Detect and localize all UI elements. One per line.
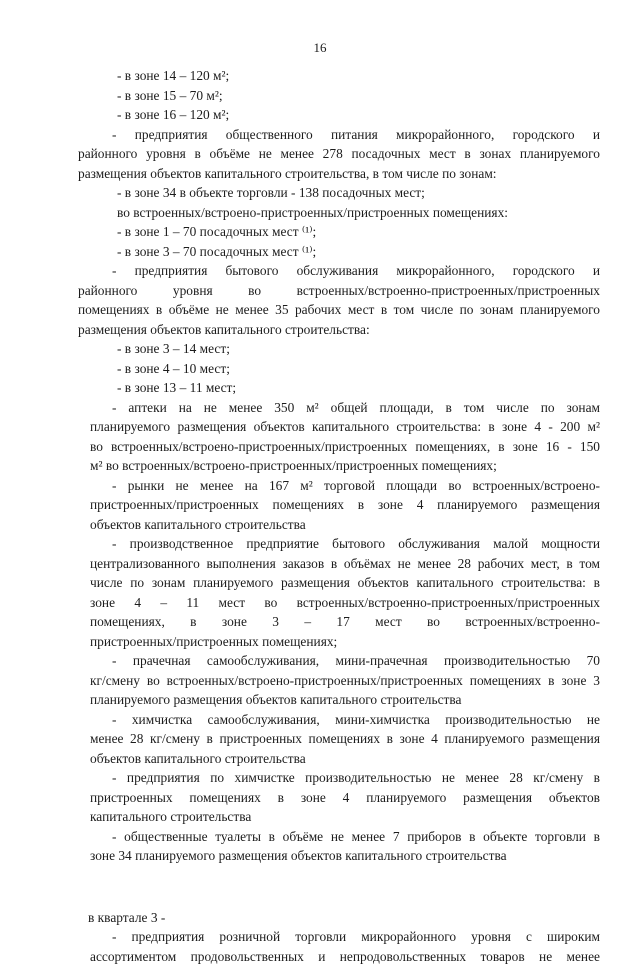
page-number: 16 <box>0 38 640 58</box>
text-line: м² во встроенных/встроено-пристроенных/пристроенных помещениях; <box>90 456 600 476</box>
text-line: пристроенных/пристроенных помещениях в зоне 4 планируемого размещения <box>90 495 600 515</box>
document-body <box>90 66 600 966</box>
text-line: - в зоне 3 – 70 посадочных мест ⁽¹⁾; <box>90 242 600 262</box>
text-line: размещения объектов капитального строительства, в том числе по зонам: <box>78 164 600 184</box>
text-line: помещениях в объёме не менее 35 рабочих мест в том числе по зонам планируемого <box>78 300 600 320</box>
text-line: - в зоне 14 – 120 м²; <box>90 66 600 86</box>
text-line: - в зоне 16 – 120 м²; <box>90 105 600 125</box>
text-line: - в зоне 3 – 14 мест; <box>90 339 600 359</box>
text-line: в квартале 3 - <box>78 908 600 928</box>
text-line: - в зоне 1 – 70 посадочных мест ⁽¹⁾; <box>90 222 600 242</box>
text-line: размещения объектов капитального строительства: <box>78 320 600 340</box>
text-line: пристроенных/пристроенных помещениях; <box>90 632 600 652</box>
text-line: - предприятия бытового обслуживания микрорайонного, городского и <box>90 261 600 281</box>
text-line: - предприятия общественного питания микрорайонного, городского и <box>90 125 600 145</box>
paragraph-gap <box>90 866 600 908</box>
text-line: - химчистка самообслуживания, мини-химчистка производительностью не <box>90 710 600 730</box>
text-line: кг/смену во встроенных/встроено-пристроенных/пристроенных помещениях в зоне 3 <box>90 671 600 691</box>
text-line: - в зоне 15 – 70 м²; <box>90 86 600 106</box>
text-line: ассортиментом продовольственных и непродовольственных товаров не менее <box>90 947 600 966</box>
text-line: пристроенных помещениях в зоне 4 планируемого размещения объектов <box>90 788 600 808</box>
text-line: планируемого размещения объектов капитального строительства <box>90 690 600 710</box>
text-line: - общественные туалеты в объёме не менее 7 приборов в объекте торговли в <box>90 827 600 847</box>
text-line: объектов капитального строительства <box>90 749 600 769</box>
text-line: зоне 34 планируемого размещения объектов капитального строительства <box>90 846 600 866</box>
text-line: - прачечная самообслуживания, мини-прачечная производительностью 70 <box>90 651 600 671</box>
text-line: менее 28 кг/смену в пристроенных помещениях в зоне 4 планируемого размещения <box>90 729 600 749</box>
text-line: планируемого размещения объектов капитального строительства: в зоне 4 - 200 м² <box>90 417 600 437</box>
text-line: во встроенных/встроено-пристроенных/пристроенных помещениях, в зоне 16 - 150 <box>90 437 600 457</box>
text-line: - в зоне 13 – 11 мест; <box>90 378 600 398</box>
text-line: централизованного выполнения заказов в объёмах не менее 28 рабочих мест, в том <box>90 554 600 574</box>
text-line: - в зоне 34 в объекте торговли - 138 посадочных мест; <box>90 183 600 203</box>
text-line: - рынки не менее на 167 м² торговой площади во встроенных/встроено- <box>90 476 600 496</box>
text-line: числе по зонам планируемого размещения объектов капитального строительства: в <box>90 573 600 593</box>
text-line: районного уровня в объёме не менее 278 посадочных мест в зонах планируемого <box>78 144 600 164</box>
text-line: во встроенных/встроено-пристроенных/пристроенных помещениях: <box>90 203 600 223</box>
text-line: - производственное предприятие бытового обслуживания малой мощности <box>90 534 600 554</box>
text-line: объектов капитального строительства <box>90 515 600 535</box>
text-line: капитального строительства <box>90 807 600 827</box>
text-line: - аптеки на не менее 350 м² общей площади, в том числе по зонам <box>90 398 600 418</box>
text-line: помещениях, в зоне 3 – 17 мест во встроенных/встроенно- <box>90 612 600 632</box>
text-line: - предприятия розничной торговли микрорайонного уровня с широким <box>90 927 600 947</box>
text-line: районного уровня во встроенных/встроенно-пристроенных/пристроенных <box>78 281 600 301</box>
text-line: - предприятия по химчистке производительностью не менее 28 кг/смену в <box>90 768 600 788</box>
text-line: - в зоне 4 – 10 мест; <box>90 359 600 379</box>
text-line: зоне 4 – 11 мест во встроенных/встроенно-пристроенных/пристроенных <box>90 593 600 613</box>
